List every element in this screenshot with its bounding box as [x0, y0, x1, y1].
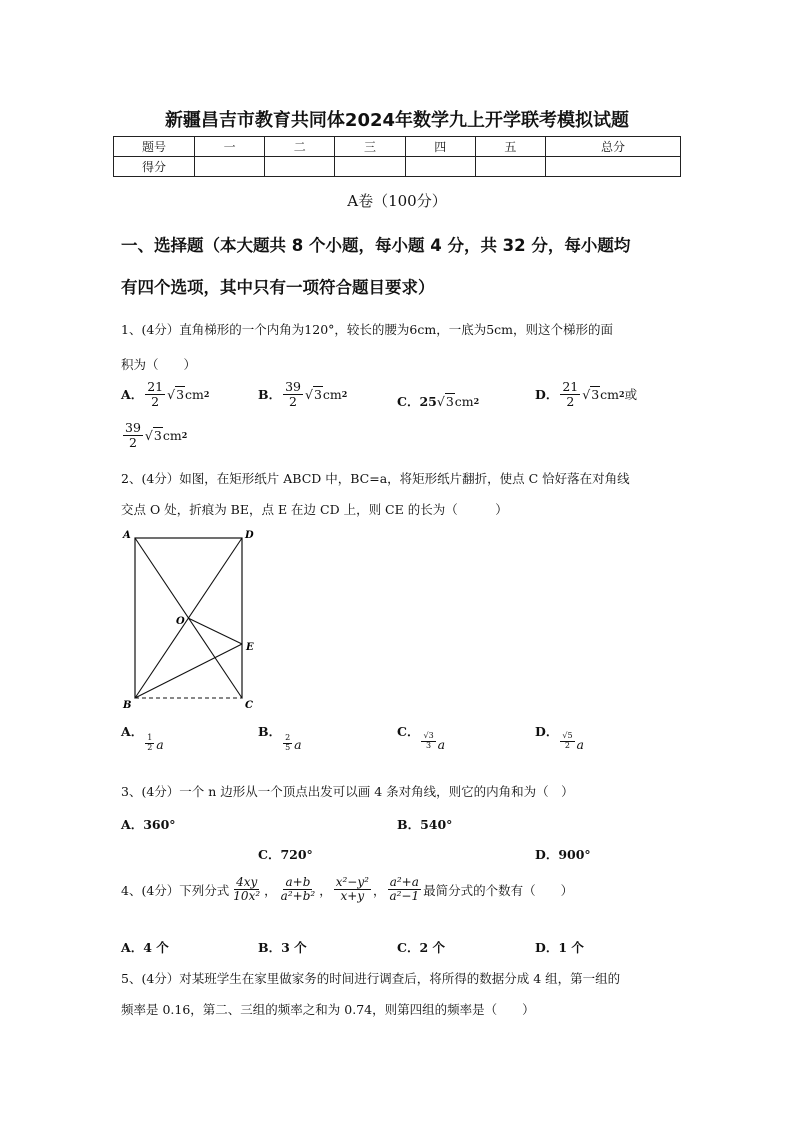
score-table-header-row	[114, 137, 681, 157]
q2-option-b[interactable]	[258, 722, 302, 753]
q4-option-b[interactable]: B．3 个	[258, 940, 307, 955]
q5-text-line1: 5、(4分）对某班学生在家里做家务的时间进行调查后，将所得的数据分成 4 组，第一组的	[121, 971, 621, 986]
section-a-title: A卷（100分）	[347, 192, 447, 210]
label-b: B	[123, 700, 132, 711]
radicand: 3	[313, 386, 322, 402]
q4-text	[121, 876, 683, 903]
frac-num: 39	[285, 379, 301, 394]
part1-heading-line1: 一、选择题（本大题共 8 个小题，每小题 4 分，共 32 分，每小题均	[121, 236, 631, 255]
score-table	[113, 136, 681, 177]
option-label: B．	[258, 387, 282, 403]
q4-option-c[interactable]: C．2 个	[397, 940, 445, 955]
frac-den: 3	[426, 740, 432, 750]
exponent: 2	[473, 396, 480, 406]
q1-text-line1: 1、(4分）直角梯形的一个内角为120°，较长的腰为6cm，一底为5cm，则这个梯形的面	[121, 322, 614, 337]
frac-num: a+b	[285, 875, 311, 889]
frac-num: 1	[147, 733, 153, 742]
score-cell: 总分	[546, 137, 681, 157]
frac-den: a²−1	[389, 889, 420, 904]
frac-num: a²+a	[389, 875, 419, 889]
frac-num: 39	[125, 420, 141, 435]
frac-den: 2	[564, 740, 570, 750]
q1-option-d-continued	[121, 421, 187, 450]
score-input-cell[interactable]	[405, 157, 475, 177]
q4-suffix: 最简分式的个数有（ ）	[423, 882, 574, 898]
variable: a	[294, 737, 302, 752]
sqrt-expr: √3	[436, 393, 454, 409]
label-o: O	[176, 616, 185, 627]
option-label: A．	[121, 387, 144, 403]
variable: a	[156, 737, 164, 752]
frac-den: x+y	[340, 889, 365, 904]
frac-den: 2	[151, 393, 160, 409]
q2-option-c[interactable]	[397, 722, 445, 752]
frac-den: 2	[128, 434, 137, 450]
q4-prefix: 4、(4分）下列分式	[121, 882, 230, 898]
radicand: 3	[153, 427, 162, 443]
score-table-score-row	[114, 157, 681, 177]
separator: ，	[372, 882, 386, 898]
q1-option-b[interactable]	[258, 380, 347, 409]
q1-text-line2: 积为（ ）	[121, 357, 197, 372]
frac-num: √3	[423, 731, 434, 740]
rectangle-fold-figure	[118, 526, 278, 716]
exponent: 2	[341, 389, 348, 400]
score-cell: 三	[335, 137, 405, 157]
frac-den: a²+b²	[280, 889, 316, 904]
frac-num: 21	[147, 379, 164, 394]
sqrt-expr: √3	[582, 386, 600, 402]
score-cell: 四	[405, 137, 475, 157]
label-c: C	[245, 700, 253, 711]
separator: ，	[319, 882, 332, 898]
frac-num: 4xy	[236, 875, 258, 889]
frac-num: x²−y²	[335, 875, 369, 889]
q3-option-d[interactable]: D．900°	[535, 847, 591, 862]
sqrt-expr: √3	[144, 427, 162, 443]
frac-num: √5	[562, 731, 573, 740]
q4-option-d[interactable]: D．1 个	[535, 940, 584, 955]
q4-option-a[interactable]: A．4 个	[121, 940, 169, 955]
option-label: A．	[121, 724, 144, 739]
frac-num: 2	[285, 733, 291, 742]
exponent: 2	[203, 389, 210, 400]
part1-heading-line2: 有四个选项，其中只有一项符合题目要求）	[121, 278, 435, 297]
q3-option-b[interactable]: B．540°	[397, 817, 453, 832]
variable: a	[437, 737, 446, 752]
option-label: C．	[397, 724, 420, 739]
score-cell: 题号	[114, 137, 195, 157]
score-input-cell[interactable]	[265, 157, 335, 177]
q1-option-d[interactable]	[535, 380, 637, 409]
label-a: A	[123, 530, 131, 541]
q1-option-a[interactable]	[121, 380, 209, 409]
fold-line-be	[135, 644, 242, 698]
score-input-cell[interactable]	[335, 157, 405, 177]
radicand: 3	[428, 731, 434, 740]
unit: cm	[600, 386, 620, 402]
sqrt-expr: √3	[167, 386, 185, 402]
separator: ，	[264, 882, 277, 898]
exponent: 2	[181, 430, 188, 441]
coefficient: 25	[419, 393, 437, 409]
score-input-cell[interactable]	[195, 157, 265, 177]
frac-den: 5	[285, 742, 291, 752]
unit: cm	[162, 427, 182, 443]
frac-num: 21	[562, 379, 579, 394]
option-label: D．	[535, 387, 559, 403]
label-e: E	[246, 642, 254, 653]
score-input-cell[interactable]	[475, 157, 545, 177]
q3-option-c[interactable]: C．720°	[258, 847, 313, 862]
frac-den: 2	[147, 742, 153, 752]
unit: cm	[185, 386, 204, 402]
q2-option-d[interactable]	[535, 722, 584, 752]
q3-option-a[interactable]: A．360°	[121, 817, 176, 832]
frac-den: 10x²	[233, 889, 261, 904]
option-label: B．	[258, 724, 282, 739]
frac-den: 2	[566, 393, 575, 409]
frac-den: 2	[289, 393, 297, 409]
exam-title: 新疆昌吉市教育共同体2024年数学九上开学联考模拟试题	[164, 110, 630, 131]
q2-text-line2: 交点 O 处，折痕为 BE，点 E 在边 CD 上，则 CE 的长为（ ）	[121, 502, 508, 517]
label-d: D	[245, 530, 254, 541]
radicand: 5	[567, 731, 573, 740]
score-input-cell[interactable]	[546, 157, 681, 177]
sqrt-expr: √3	[304, 386, 322, 402]
or-word: 或	[624, 387, 638, 403]
q2-option-a[interactable]	[121, 722, 164, 753]
score-cell: 二	[265, 137, 335, 157]
radicand: 3	[176, 386, 185, 402]
option-label: D．	[535, 724, 559, 739]
variable: a	[576, 737, 584, 752]
radicand: 3	[591, 386, 600, 402]
score-cell: 一	[195, 137, 265, 157]
score-cell: 五	[475, 137, 545, 157]
unit: cm	[454, 393, 474, 409]
q5-text-line2: 频率是 0.16，第二、三组的频率之和为 0.74，则第四组的频率是（ ）	[121, 1002, 535, 1017]
unit: cm	[322, 386, 342, 402]
q1-option-c[interactable]	[397, 392, 479, 410]
exponent: 2	[619, 389, 625, 400]
score-cell: 得分	[114, 157, 195, 177]
option-label: C．	[397, 394, 420, 409]
segment-oe	[188, 618, 242, 644]
radicand: 3	[445, 393, 454, 409]
q2-text-line1: 2、(4分）如图，在矩形纸片 ABCD 中，BC=a，将矩形纸片翻折，使点 C 恰好落在对角线	[121, 471, 630, 486]
q3-text: 3、(4分）一个 n 边形从一个顶点出发可以画 4 条对角线，则它的内角和为（ ）	[121, 784, 574, 799]
